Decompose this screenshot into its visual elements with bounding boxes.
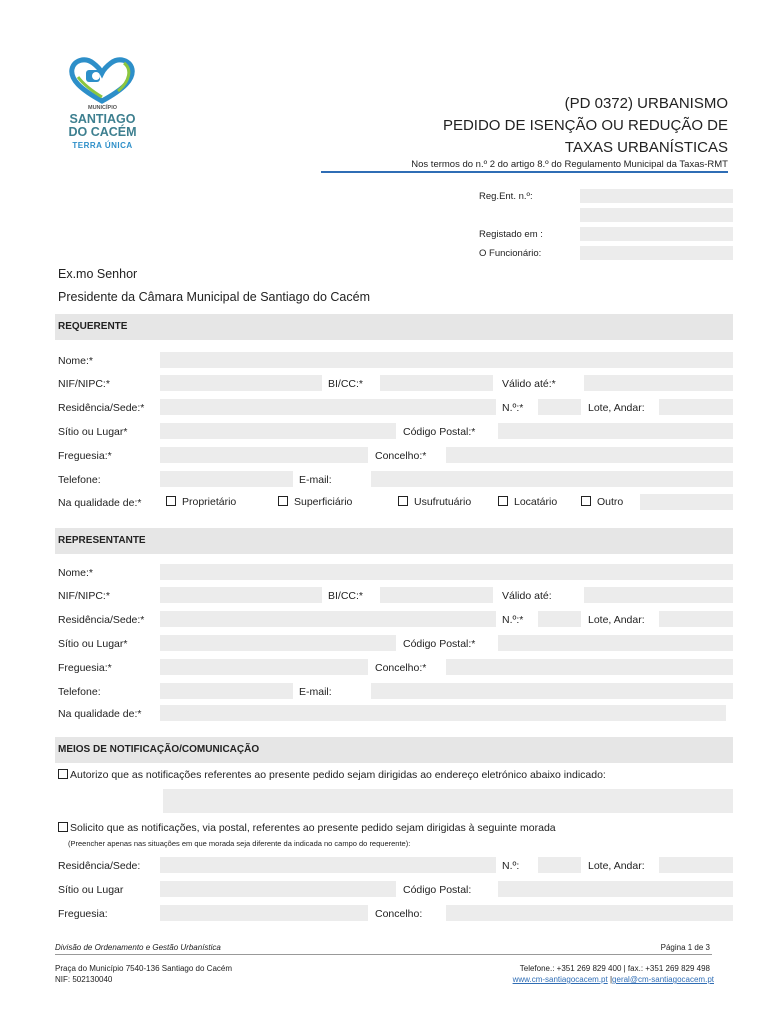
rep-valido-label: Válido até: [502,590,552,602]
rep-numero-field[interactable] [538,611,581,627]
opt-outro[interactable]: Outro [581,496,623,508]
checkbox-icon[interactable] [58,769,68,779]
rep-numero-label: N.º:* [502,614,524,626]
rep-residencia-label: Residência/Sede:* [58,614,145,626]
postal-note: (Preencher apenas nas situações em que morada seja diferente da indicada no campo do requerente): [68,839,411,848]
checkbox-icon[interactable] [581,496,591,506]
not-freguesia-field[interactable] [160,905,368,921]
req-valido-label: Válido até:* [502,378,556,390]
footer-address: Praça do Município 7540-136 Santiago do Cacém [55,964,232,973]
reg-ent-label: Reg.Ent. n.º: [479,191,533,202]
form-title-line2: PEDIDO DE ISENÇÃO OU REDUÇÃO DE [442,117,728,134]
req-nif-field[interactable] [160,375,322,391]
salutation: Ex.mo Senhor [58,267,138,281]
reg-ent-field-2[interactable] [580,208,733,222]
not-freguesia-label: Freguesia: [58,908,108,920]
not-lote-field[interactable] [659,857,733,873]
rep-freguesia-field[interactable] [160,659,368,675]
requerente-title: REQUERENTE [58,321,128,332]
not-codigo-field[interactable] [498,881,733,897]
not-codigo-label: Código Postal: [403,884,472,896]
footer-separator: | [607,975,613,984]
req-sitio-label: Sítio ou Lugar* [58,426,128,438]
form-title-line1: (PD 0372) URBANISMO [564,95,728,112]
req-bi-label: BI/CC:* [328,378,364,390]
rep-lote-label: Lote, Andar: [588,614,645,626]
req-telefone-field[interactable] [160,471,293,487]
req-codigo-field[interactable] [498,423,733,439]
rep-qualidade-field[interactable] [160,705,726,721]
req-email-field[interactable] [371,471,733,487]
rep-codigo-field[interactable] [498,635,733,651]
rep-nif-label: NIF/NIPC:* [58,590,110,602]
rep-sitio-label: Sítio ou Lugar* [58,638,128,650]
req-nome-label: Nome:* [58,355,94,367]
email-option[interactable]: Autorizo que as notificações referentes ao presente pedido sejam dirigidas ao endereço eletrónico abaixo indicado: [58,769,606,781]
rep-valido-field[interactable] [584,587,733,603]
rep-freguesia-label: Freguesia:* [58,662,112,674]
req-freguesia-field[interactable] [160,447,368,463]
notif-email-field[interactable] [163,789,733,813]
notificacao-header [55,737,733,763]
rep-nome-label: Nome:* [58,567,94,579]
logo-tagline: TERRA ÚNICA [72,141,133,150]
req-outro-field[interactable] [640,494,733,510]
rep-bi-field[interactable] [380,587,493,603]
form-subtitle: Nos termos do n.º 2 do artigo 8.º do Regulamento Municipal da Taxas-RMT [411,159,728,170]
rep-nif-field[interactable] [160,587,322,603]
rep-email-field[interactable] [371,683,733,699]
recipient: Presidente da Câmara Municipal de Santiago do Cacém [58,290,370,304]
req-valido-field[interactable] [584,375,733,391]
req-freguesia-label: Freguesia:* [58,450,112,462]
checkbox-icon[interactable] [166,496,176,506]
req-residencia-label: Residência/Sede:* [58,402,145,414]
rep-telefone-label: Telefone: [58,686,101,698]
req-email-label: E-mail: [299,474,332,486]
not-sitio-field[interactable] [160,881,396,897]
req-telefone-label: Telefone: [58,474,101,486]
req-lote-label: Lote, Andar: [588,402,645,414]
representante-title: REPRESENTANTE [58,535,146,546]
req-sitio-field[interactable] [160,423,396,439]
rep-telefone-field[interactable] [160,683,293,699]
heart-logo-icon [60,55,145,105]
req-nif-label: NIF/NIPC:* [58,378,110,390]
req-codigo-label: Código Postal:* [403,426,476,438]
req-concelho-label: Concelho:* [375,450,427,462]
not-sitio-label: Sítio ou Lugar [58,884,124,896]
not-residencia-field[interactable] [160,857,496,873]
not-concelho-field[interactable] [446,905,733,921]
footer-page: Página 1 de 3 [660,943,710,952]
checkbox-icon[interactable] [58,822,68,832]
registado-label: Registado em : [479,229,543,240]
not-residencia-label: Residência/Sede: [58,860,141,872]
municipality-logo [60,55,145,155]
opt-usufrutuario[interactable]: Usufrutuário [398,496,471,508]
req-nome-field[interactable] [160,352,733,368]
footer-rule [55,954,712,955]
req-qualidade-label: Na qualidade de:* [58,497,142,509]
not-numero-field[interactable] [538,857,581,873]
registado-field[interactable] [580,227,733,241]
funcionario-field[interactable] [580,246,733,260]
opt-superficiario[interactable]: Superficiário [278,496,352,508]
checkbox-icon[interactable] [498,496,508,506]
rep-codigo-label: Código Postal:* [403,638,476,650]
checkbox-icon[interactable] [398,496,408,506]
req-bi-field[interactable] [380,375,493,391]
logo-municipio: MUNICÍPIO [87,105,118,111]
rep-lote-field[interactable] [659,611,733,627]
req-numero-field[interactable] [538,399,581,415]
rep-concelho-label: Concelho:* [375,662,427,674]
form-title-line3: TAXAS URBANÍSTICAS [564,139,728,156]
website-link[interactable]: www.cm-santiagocacem.pt [512,975,608,984]
req-residencia-field[interactable] [160,399,496,415]
not-numero-label: N.º: [502,860,520,872]
logo-line2: DO CACÉM [68,125,137,139]
notificacao-title: MEIOS DE NOTIFICAÇÃO/COMUNICAÇÃO [58,744,260,755]
footer-phone: Telefone.: +351 269 829 400 | fax.: +351 269 829 498 [519,964,710,973]
footer-nif: NIF: 502130040 [55,975,113,984]
email-link[interactable]: geral@cm-santiagocacem.pt [612,975,714,984]
footer-division: Divisão de Ordenamento e Gestão Urbanística [55,943,221,952]
footer-links [513,975,714,984]
representante-header [55,528,733,554]
logo-line1: SANTIAGO [69,112,136,126]
postal-option[interactable]: Solicito que as notificações, via postal, referentes ao presente pedido sejam dirigidas à seguinte morada [58,822,556,834]
rep-concelho-field[interactable] [446,659,733,675]
rep-residencia-field[interactable] [160,611,496,627]
reg-ent-field[interactable] [580,189,733,203]
funcionario-label: O Funcionário: [479,248,542,259]
req-numero-label: N.º:* [502,402,524,414]
requerente-header [55,314,733,340]
rep-qualidade-label: Na qualidade de:* [58,708,142,720]
req-lote-field[interactable] [659,399,733,415]
checkbox-icon[interactable] [278,496,288,506]
rep-nome-field[interactable] [160,564,733,580]
opt-locatario[interactable]: Locatário [498,496,557,508]
rep-email-label: E-mail: [299,686,332,698]
req-concelho-field[interactable] [446,447,733,463]
not-lote-label: Lote, Andar: [588,860,645,872]
rep-sitio-field[interactable] [160,635,396,651]
header-rule [321,171,728,173]
opt-proprietario[interactable]: Proprietário [166,496,236,508]
rep-bi-label: BI/CC:* [328,590,364,602]
not-concelho-label: Concelho: [375,908,423,920]
